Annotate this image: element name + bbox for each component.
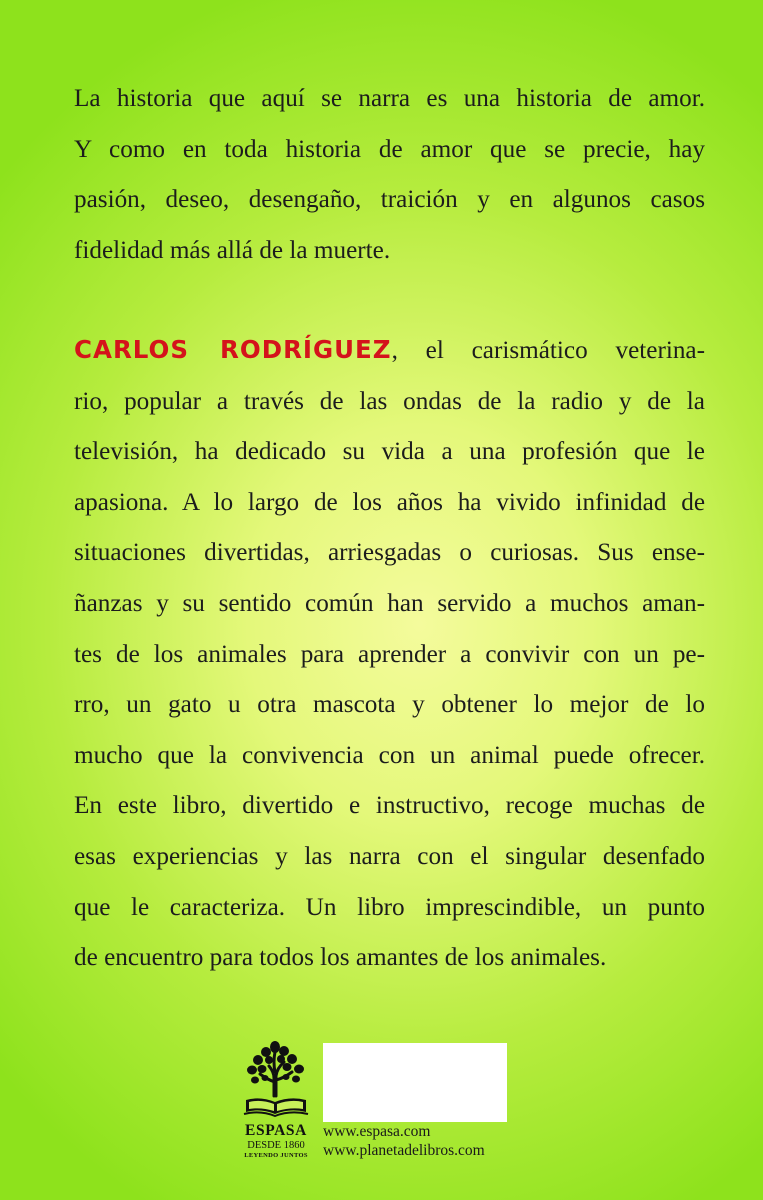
- author-bio-paragraph: [74, 325, 705, 984]
- bio-line: rio, popular a través de las ondas de la radio y de la: [74, 387, 705, 415]
- url-espasa: www.espasa.com: [323, 1123, 431, 1140]
- bio-line: televisión, ha dedicado su vida a una profesión que le: [74, 438, 705, 466]
- bio-line: situaciones divertidas, arriesgadas o curiosas. Sus ense-: [74, 539, 705, 567]
- publisher-logo: [238, 1038, 314, 1163]
- bio-first-line-text: , el carismático veterina-: [391, 337, 705, 364]
- bio-first-line: [74, 325, 705, 377]
- blurb-line: fidelidad más allá de la muerte.: [74, 236, 391, 264]
- bio-line: En este libro, divertido e instructivo, recoge muchas de: [74, 792, 705, 820]
- tree-book-icon: [238, 1038, 314, 1122]
- bio-line: apasiona. A lo largo de los años ha vivido infinidad de: [74, 488, 705, 516]
- barcode-area: [323, 1043, 507, 1122]
- author-name: CARLOS RODRÍGUEZ: [74, 335, 392, 364]
- publisher-since: DESDE 1860: [247, 1140, 305, 1151]
- publisher-name: ESPASA: [245, 1122, 307, 1139]
- bio-line: esas experiencias y las narra con el singular desenfado: [74, 842, 705, 870]
- blurb-line: pasión, deseo, desengaño, traición y en algunos casos: [74, 186, 705, 214]
- publisher-urls: [323, 1122, 485, 1160]
- bio-line: mucho que la convivencia con un animal puede ofrecer.: [74, 741, 705, 769]
- bio-line: tes de los animales para aprender a convivir con un pe-: [74, 640, 705, 668]
- url-planetadelibros: www.planetadelibros.com: [323, 1142, 485, 1159]
- bio-line: ñanzas y su sentido común han servido a muchos aman-: [74, 589, 705, 617]
- bio-line: de encuentro para todos los amantes de los animales.: [74, 944, 607, 972]
- blurb-paragraph-1: [74, 74, 705, 276]
- blurb-line: Y como en toda historia de amor que se precie, hay: [74, 135, 705, 163]
- blurb-line: La historia que aquí se narra es una historia de amor.: [74, 85, 705, 112]
- bio-line: rro, un gato u otra mascota y obtener lo mejor de lo: [74, 691, 705, 719]
- bio-line: que le caracteriza. Un libro imprescindible, un punto: [74, 893, 705, 921]
- publisher-motto: LEYENDO JUNTOS: [244, 1152, 308, 1159]
